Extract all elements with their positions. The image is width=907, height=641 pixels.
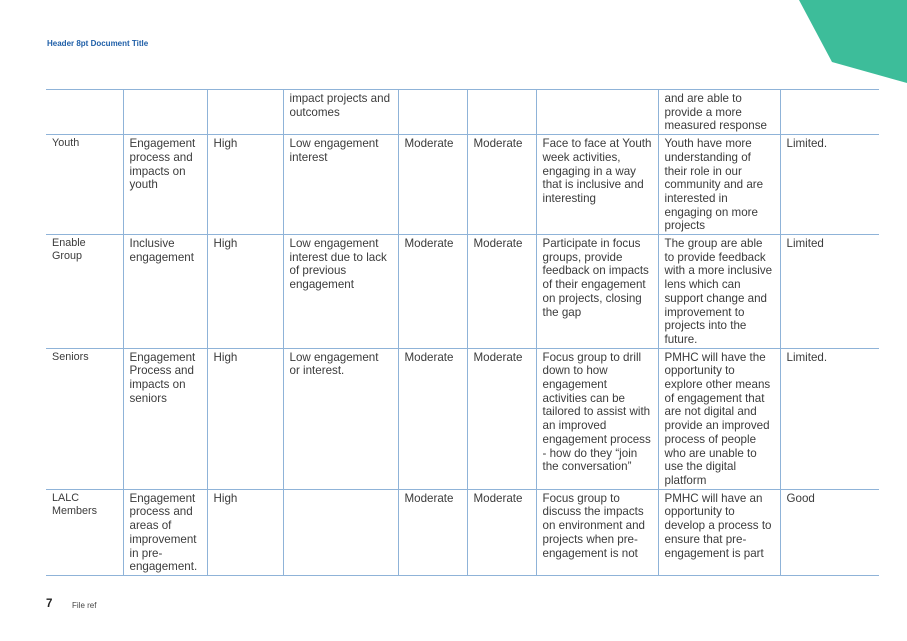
cell-barrier xyxy=(283,489,398,575)
cell-level: High xyxy=(207,235,283,349)
table-row xyxy=(46,489,879,575)
cell-method: Focus group to drill down to how engagement activities can be tailored to assist with an improved engagement process - how do they “join the conversation” xyxy=(536,348,658,489)
cell-rating-2: Moderate xyxy=(467,135,536,235)
cell-status: Limited. xyxy=(780,135,879,235)
cell-rating-2: Moderate xyxy=(467,235,536,349)
cell-topic: Engagement Process and impacts on seniors xyxy=(123,348,207,489)
cell-rating-2: Moderate xyxy=(467,489,536,575)
cell-rating-2 xyxy=(467,90,536,135)
cell-status: Good xyxy=(780,489,879,575)
cell-method: Face to face at Youth week activities, engaging in a way that is inclusive and interesting xyxy=(536,135,658,235)
cell-rating-1: Moderate xyxy=(398,135,467,235)
cell-level: High xyxy=(207,135,283,235)
cell-method: Participate in focus groups, provide feedback on impacts of their engagement on projects, closing the gap xyxy=(536,235,658,349)
cell-status xyxy=(780,90,879,135)
cell-barrier: Low engagement interest due to lack of previous engagement xyxy=(283,235,398,349)
table-row xyxy=(46,135,879,235)
page-number: 7 xyxy=(46,598,53,610)
cell-stakeholder xyxy=(46,90,123,135)
stakeholder-engagement-table xyxy=(46,89,879,576)
cell-outcome: and are able to provide a more measured response xyxy=(658,90,780,135)
cell-outcome: Youth have more understanding of their role in our community and are interested in engaging on more projects xyxy=(658,135,780,235)
cell-barrier: impact projects and outcomes xyxy=(283,90,398,135)
cell-stakeholder: LALC Members xyxy=(46,489,123,575)
table-row xyxy=(46,90,879,135)
cell-level: High xyxy=(207,489,283,575)
table-row xyxy=(46,235,879,349)
cell-rating-1 xyxy=(398,90,467,135)
cell-topic: Engagement process and impacts on youth xyxy=(123,135,207,235)
cell-rating-1: Moderate xyxy=(398,235,467,349)
cell-topic: Inclusive engagement xyxy=(123,235,207,349)
table-row xyxy=(46,348,879,489)
cell-barrier: Low engagement or interest. xyxy=(283,348,398,489)
cell-topic xyxy=(123,90,207,135)
file-reference: File ref xyxy=(72,601,97,610)
cell-barrier: Low engagement interest xyxy=(283,135,398,235)
cell-topic: Engagement process and areas of improvement in pre-engagement. xyxy=(123,489,207,575)
cell-level: High xyxy=(207,348,283,489)
cell-status: Limited. xyxy=(780,348,879,489)
cell-status: Limited xyxy=(780,235,879,349)
cell-rating-1: Moderate xyxy=(398,489,467,575)
cell-outcome: PMHC will have an opportunity to develop a process to ensure that pre-engagement is part xyxy=(658,489,780,575)
cell-method: Focus group to discuss the impacts on environment and projects when pre-engagement is not xyxy=(536,489,658,575)
cell-method xyxy=(536,90,658,135)
cell-stakeholder: Youth xyxy=(46,135,123,235)
cell-rating-2: Moderate xyxy=(467,348,536,489)
cell-outcome: PMHC will have the opportunity to explore other means of engagement that are not digital and provide an improved process of people who are unable to use the digital platform xyxy=(658,348,780,489)
cell-stakeholder: Enable Group xyxy=(46,235,123,349)
cell-stakeholder: Seniors xyxy=(46,348,123,489)
cell-outcome: The group are able to provide feedback with a more inclusive lens which can support change and improvement to projects into the future. xyxy=(658,235,780,349)
cell-level xyxy=(207,90,283,135)
document-header-title: Header 8pt Document Title xyxy=(47,39,149,48)
cell-rating-1: Moderate xyxy=(398,348,467,489)
